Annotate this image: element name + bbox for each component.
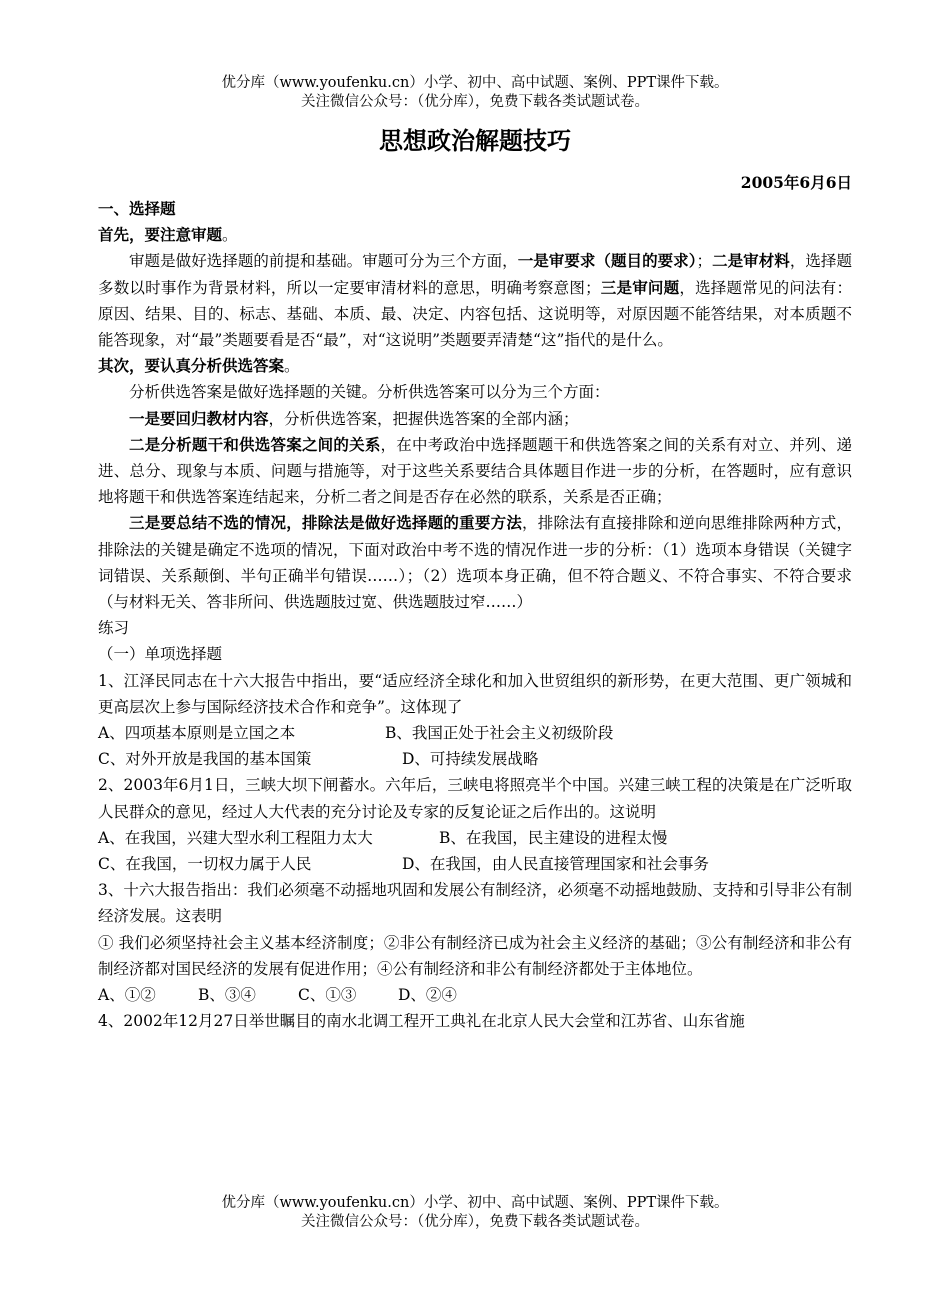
question-options-row xyxy=(98,720,852,746)
option-a: A、四项基本原则是立国之本 xyxy=(98,724,296,743)
option-b: B、③④ xyxy=(198,986,256,1005)
document-date: 2005年6月6日 xyxy=(740,173,852,192)
analysis-paragraph: 分析供选答案是做好选择题的关键。分析供选答案可以分为三个方面： xyxy=(129,383,610,402)
section-heading: 一、选择题 xyxy=(98,199,176,218)
option-c: C、①③ xyxy=(298,986,357,1005)
first-heading: 首先，要注意审题。 xyxy=(98,225,238,245)
question-options-row xyxy=(98,746,852,772)
point-three: 三是要总结不选的情况，排除法是做好选择题的重要方法，排除法有直接排除和逆向思维排除两种方式，排除法的关键是确定不选项的情况，下面对政治中考不选的情况作进一步的分析：（1）选项本身错误（关键字词错误、关系颠倒、半句正确半句错误……）；（2）选项本身正确，但不符合题义、不符合事实、不符合要求（与材料无关、答非所问、供选题肢过宽、供选题肢过窄……） xyxy=(98,513,852,612)
question-statements: ① 我们必须坚持社会主义基本经济制度；②非公有制经济已成为社会主义经济的基础；③公有制经济和非公有制经济都对国民经济的发展有促进作用；④公有制经济和非公有制经济都处于主体地位。 xyxy=(98,933,852,978)
question-stem: 2、2003年6月1日，三峡大坝下闸蓄水。六年后，三峡电将照亮半个中国。兴建三峡工程的决策是在广泛听取人民群众的意见，经过人大代表的充分讨论及专家的反复论证之后作出的。这说明 xyxy=(98,776,852,821)
review-paragraph: 审题是做好选择题的前提和基础。审题可分为三个方面，一是审要求（题目的要求）；二是审材料，选择题多数以时事作为背景材料，所以一定要审清材料的意思，明确考察意图；三是审问题，选择题常见的问法有：原因、结果、目的、标志、基础、本质、最、决定、内容包括、这说明等，对原因题不能答结果，对本质题不能答现象，对“最”类题要看是否“最”，对“这说明”类题要弄清楚“这”指代的是什么。 xyxy=(98,251,852,350)
point-one: 一是要回归教材内容，分析供选答案，把握供选答案的全部内涵； xyxy=(129,408,579,428)
option-b: B、在我国，民主建设的进程太慢 xyxy=(439,828,668,847)
option-d: D、在我国，由人民直接管理国家和社会事务 xyxy=(402,855,709,874)
question-options-row xyxy=(98,825,852,851)
option-c: C、在我国，一切权力属于人民 xyxy=(98,855,312,874)
option-c: C、对外开放是我国的基本国策 xyxy=(98,750,312,769)
point-two: 二是分析题干和供选答案之间的关系，在中考政治中选择题题干和供选答案之间的关系有对立、并列、递进、总分、现象与本质、问题与措施等，对于这些关系要结合具体题目作进一步的分析，在答题时，应有意识地将题干和供选答案连结起来，分析二者之间是否存在必然的联系，关系是否正确； xyxy=(98,434,852,507)
question-options-row xyxy=(98,982,852,1008)
question-stem: 4、2002年12月27日举世瞩目的南水北调工程开工典礼在北京人民大会堂和江苏省、山东省施 xyxy=(98,1012,745,1031)
footer-line-1: 优分库（www.youfenku.cn）小学、初中、高中试题、案例、PPT课件下载。 xyxy=(221,1195,729,1211)
practice-label: 练习 xyxy=(98,619,130,638)
option-d: D、可持续发展战略 xyxy=(402,750,539,769)
option-a: A、①② xyxy=(98,986,156,1005)
page-footer xyxy=(0,1194,950,1232)
option-b: B、我国正处于社会主义初级阶段 xyxy=(385,724,614,743)
question-options-row xyxy=(98,851,852,877)
option-d: D、②④ xyxy=(398,986,457,1005)
header-line-2: 关注微信公众号：（优分库），免费下载各类试题试卷。 xyxy=(301,94,649,110)
footer-line-2: 关注微信公众号：（优分库），免费下载各类试题试卷。 xyxy=(301,1214,649,1230)
document-body xyxy=(98,196,852,1035)
document-title: 思想政治解题技巧 xyxy=(379,127,571,155)
question-stem: 1、江泽民同志在十六大报告中指出，要“适应经济全球化和加入世贸组织的新形势，在更大范围、更广领城和更高层次上参与国际经济技术合作和竞争”。这体现了 xyxy=(98,671,852,716)
header-line-1: 优分库（www.youfenku.cn）小学、初中、高中试题、案例、PPT课件下载。 xyxy=(221,75,729,91)
second-heading: 其次，要认真分析供选答案。 xyxy=(98,356,300,376)
option-a: A、在我国，兴建大型水利工程阻力太大 xyxy=(98,828,373,847)
question-stem: 3、十六大报告指出：我们必须毫不动摇地巩固和发展公有制经济，必须毫不动摇地鼓励、支持和引导非公有制经济发展。这表明 xyxy=(98,881,852,926)
subsection-label: （一）单项选择题 xyxy=(98,645,223,664)
page-header xyxy=(0,74,950,112)
